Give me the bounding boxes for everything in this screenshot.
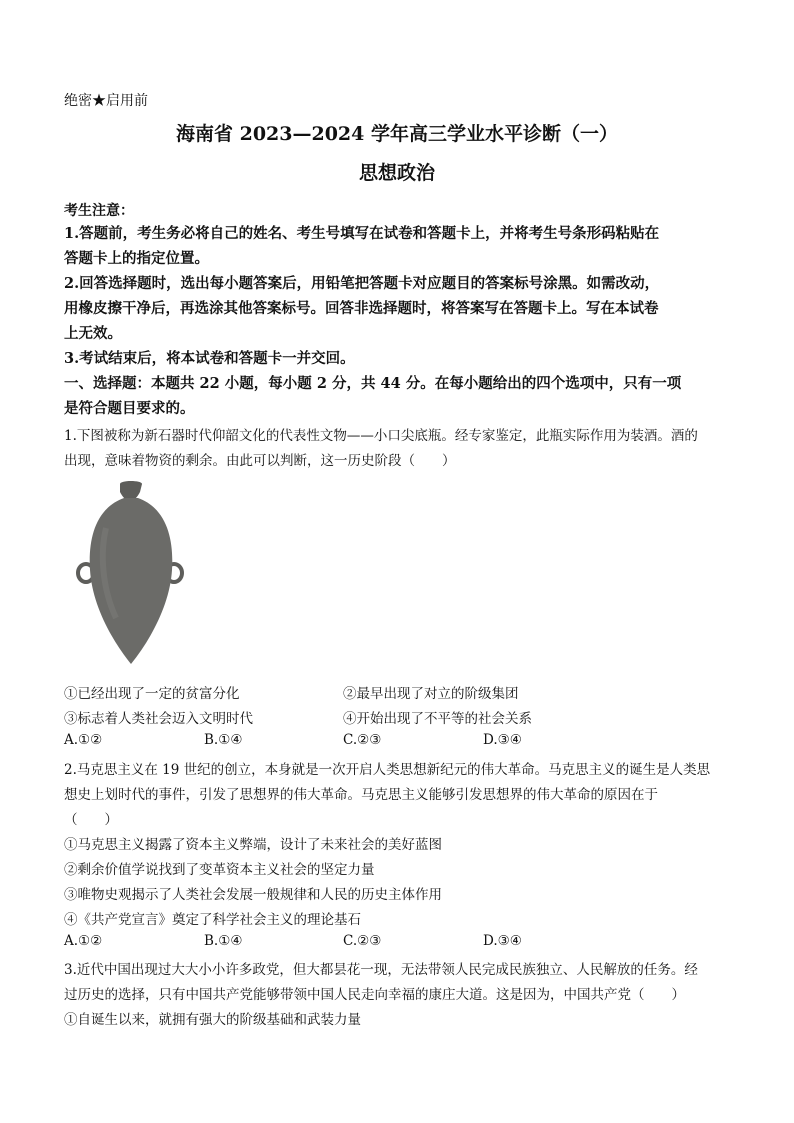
question-2-stem: （ ）	[64, 812, 118, 828]
question-2-choice-b: B.①④	[204, 933, 243, 949]
question-2-stem: 2.马克思主义在 19 世纪的创立，本身就是一次开启人类思想新纪元的伟大革命。马克思主义的诞生是人类思	[64, 762, 711, 778]
question-3-option: ①自诞生以来，就拥有强大的阶级基础和武装力量	[64, 1012, 361, 1028]
notice-line: 用橡皮擦干净后，再选涂其他答案标号。回答非选择题时，将答案写在答题卡上。写在本试卷	[64, 300, 659, 317]
question-1-stem: 出现，意味着物资的剩余。由此可以判断，这一历史阶段（ ）	[64, 453, 456, 469]
section-heading: 是符合题目要求的。	[64, 400, 195, 417]
question-2-choice-d: D.③④	[483, 933, 522, 949]
notice-line: 答题卡上的指定位置。	[64, 250, 209, 267]
question-2-option: ①马克思主义揭露了资本主义弊端，设计了未来社会的美好蓝图	[64, 837, 442, 853]
question-2-option: ③唯物史观揭示了人类社会发展一般规律和人民的历史主体作用	[64, 887, 442, 903]
subject-title: 思想政治	[358, 162, 435, 184]
question-1-option: ②最早出现了对立的阶级集团	[343, 686, 519, 702]
question-2-choice-a: A.①②	[64, 933, 103, 949]
notice-line: 3.考试结束后，将本试卷和答题卡一并交回。	[64, 350, 355, 367]
notice-line: 2.回答选择题时，选出每小题答案后，用铅笔把答题卡对应题目的答案标号涂黑。如需改动，	[64, 275, 660, 292]
pointed-bottom-bottle-image	[76, 478, 184, 668]
question-1-choice-d: D.③④	[483, 732, 522, 748]
question-2-option: ④《共产党宣言》奠定了科学社会主义的理论基石	[64, 912, 361, 928]
question-2-option: ②剩余价值学说找到了变革资本主义社会的坚定力量	[64, 862, 375, 878]
notice-heading: 考生注意：	[64, 203, 134, 219]
question-3-stem: 过历史的选择，只有中国共产党能够带领中国人民走向幸福的康庄大道。这是因为，中国共产党（ ）	[64, 987, 685, 1003]
question-2-choice-c: C.②③	[343, 933, 382, 949]
question-1-stem: 1.下图被称为新石器时代仰韶文化的代表性文物——小口尖底瓶。经专家鉴定，此瓶实际作用为装酒。酒的	[64, 428, 698, 444]
question-1-option: ③标志着人类社会迈入文明时代	[64, 711, 253, 727]
question-1-choice-b: B.①④	[204, 732, 243, 748]
section-heading: 一、选择题：本题共 22 小题，每小题 2 分，共 44 分。在每小题给出的四个选项中，只有一项	[64, 375, 682, 392]
question-3-stem: 3.近代中国出现过大大小小许多政党，但大都昙花一现，无法带领人民完成民族独立、人民解放的任务。经	[64, 962, 698, 978]
question-2-stem: 想史上划时代的事件，引发了思想界的伟大革命。马克思主义能够引发思想界的伟大革命的原因在于	[64, 787, 658, 803]
question-1-choice-c: C.②③	[343, 732, 382, 748]
notice-line: 1.答题前，考生务必将自己的姓名、考生号填写在试卷和答题卡上，并将考生号条形码粘贴在	[64, 225, 660, 242]
confidential-label: 绝密★启用前	[64, 93, 148, 109]
question-1-option: ①已经出现了一定的贫富分化	[64, 686, 240, 702]
exam-title: 海南省 2023—2024 学年高三学业水平诊断（一）	[176, 123, 618, 145]
question-1-choice-a: A.①②	[64, 732, 103, 748]
notice-line: 上无效。	[64, 325, 122, 342]
question-1-option: ④开始出现了不平等的社会关系	[343, 711, 532, 727]
